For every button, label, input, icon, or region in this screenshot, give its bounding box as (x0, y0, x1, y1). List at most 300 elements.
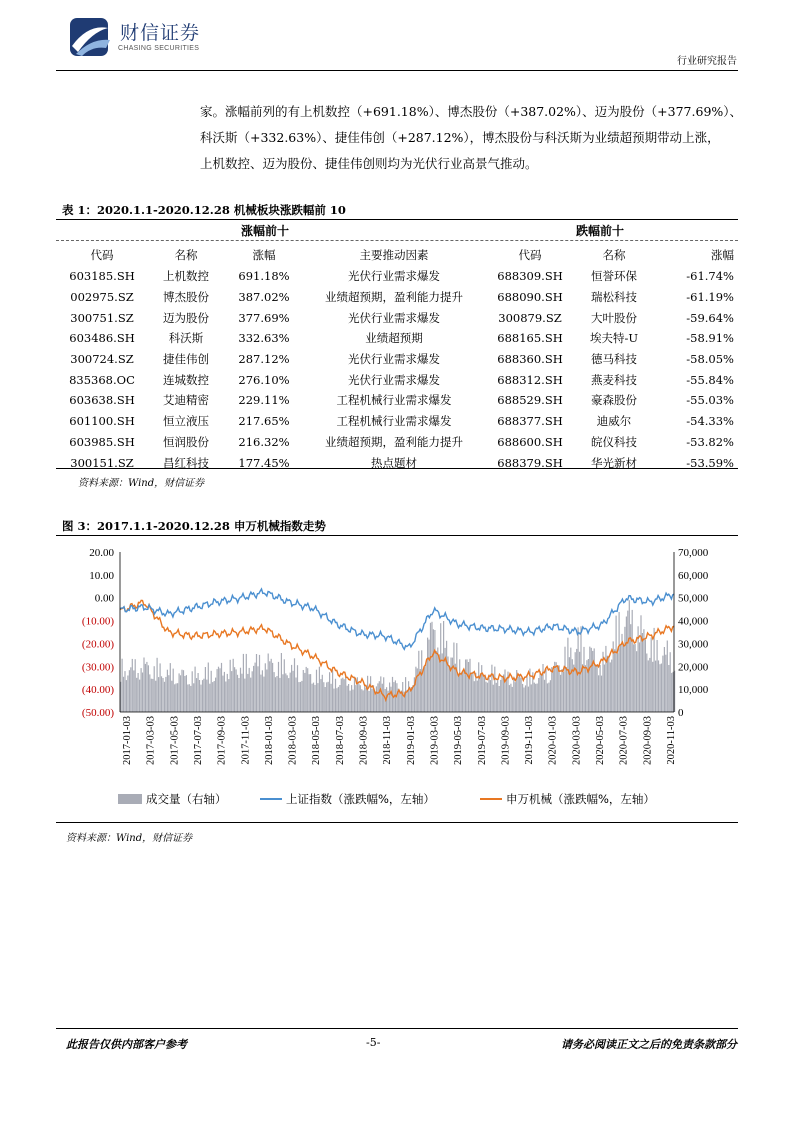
left-tick-label: (20.00) (81, 638, 114, 651)
volume-bar (320, 679, 321, 712)
cell-change: -58.05% (686, 352, 734, 367)
cell-driver: 光伏行业需求爆发 (348, 372, 440, 387)
volume-bar (542, 664, 543, 712)
volume-bar (619, 612, 620, 712)
volume-bar (578, 627, 579, 712)
volume-bar (604, 665, 605, 713)
x-tick-label: 2020-03-03 (571, 716, 583, 765)
volume-bar (512, 687, 513, 712)
volume-bar (171, 681, 172, 712)
x-tick-label: 2019-07-03 (476, 716, 488, 765)
volume-bar (342, 678, 343, 712)
cell-change: -59.64% (686, 310, 734, 325)
col-header-name: 名称 (602, 248, 626, 262)
volume-bar (379, 681, 380, 712)
volume-bar (167, 670, 168, 712)
volume-bar (165, 677, 166, 712)
group-losers-label: 跌幅前十 (576, 224, 625, 238)
volume-bar (446, 641, 447, 712)
volume-bar (287, 675, 288, 712)
volume-bar (236, 669, 237, 712)
volume-bar (626, 617, 627, 713)
volume-bar (667, 641, 668, 713)
volume-bar (523, 688, 524, 713)
cell-change: -55.84% (686, 372, 734, 387)
volume-bar (455, 664, 456, 712)
right-tick-label: 0 (678, 707, 684, 719)
volume-bar (149, 674, 150, 712)
volume-bar (143, 658, 144, 713)
shanghai-index-line (120, 589, 674, 649)
volume-bar (538, 678, 539, 712)
table-top-rule (56, 219, 738, 220)
volume-bar (639, 642, 640, 712)
right-tick-label: 30,000 (678, 638, 709, 651)
volume-bar (199, 680, 200, 712)
volume-bar (186, 675, 187, 712)
cell-change: 377.69% (238, 310, 290, 325)
cell-code: 688600.SH (497, 434, 563, 449)
x-tick-label: 2020-11-03 (666, 716, 677, 765)
volume-bar (477, 681, 478, 712)
volume-bar (464, 669, 465, 712)
volume-bar (141, 668, 142, 712)
x-tick-label: 2018-07-03 (334, 716, 346, 765)
volume-bar (364, 684, 365, 712)
volume-bar (659, 664, 660, 712)
cell-change: 276.10% (238, 372, 290, 387)
volume-bar (123, 677, 124, 712)
volume-bar (310, 674, 311, 712)
volume-bar (522, 684, 523, 712)
volume-bar (146, 662, 147, 712)
volume-bar (526, 675, 527, 712)
cell-change: -53.82% (686, 434, 734, 449)
volume-bar (421, 650, 422, 712)
volume-bar (288, 678, 289, 712)
volume-bar (366, 688, 367, 712)
volume-bar (158, 677, 159, 712)
cell-name: 恒立液压 (163, 414, 209, 429)
volume-bar (164, 682, 165, 712)
x-tick-label: 2017-05-03 (169, 716, 181, 765)
volume-bar (268, 654, 269, 713)
volume-bar (491, 665, 492, 712)
volume-bar (509, 685, 510, 712)
volume-bar (655, 661, 656, 712)
volume-bar (654, 628, 655, 712)
intro-line: 家。涨幅前列的有上机数控（+691.18%）、博杰股份（+387.02%）、迈为股份（+377.69%）、 (200, 104, 743, 119)
index-trend-chart (56, 538, 738, 820)
footer-divider (56, 1028, 738, 1029)
volume-bar (234, 667, 235, 712)
volume-bar (499, 686, 500, 712)
volume-bar (480, 675, 481, 712)
x-tick-label: 2017-07-03 (193, 716, 204, 765)
volume-bar (420, 669, 421, 712)
volume-bar (230, 660, 231, 712)
volume-bar (670, 652, 671, 712)
volume-bar (513, 677, 514, 712)
x-tick-label: 2020-09-03 (642, 716, 654, 765)
volume-bar (215, 678, 216, 712)
volume-bar (567, 638, 568, 712)
left-tick-label: (10.00) (81, 615, 114, 628)
volume-bar (168, 675, 169, 712)
volume-bar (211, 671, 212, 712)
volume-bar (202, 680, 203, 712)
volume-bar (399, 692, 400, 712)
volume-bar (474, 681, 475, 712)
volume-bar (547, 683, 548, 712)
volume-bar (601, 676, 602, 712)
right-tick-label: 50,000 (678, 592, 709, 605)
cell-change: 287.12% (238, 352, 290, 367)
volume-bar (243, 654, 244, 712)
cell-code: 688529.SH (497, 393, 563, 408)
volume-bar (548, 683, 549, 712)
group-gainers-label: 涨幅前十 (241, 224, 290, 238)
volume-bar (198, 673, 199, 712)
volume-bar (407, 690, 408, 712)
chart-bottom-rule (56, 822, 738, 823)
volume-bar (487, 683, 488, 712)
cell-name: 恒润股份 (163, 434, 209, 449)
left-tick-label: 0.00 (94, 592, 114, 605)
col-header-change: 涨幅 (252, 248, 276, 262)
volume-bar (228, 679, 229, 712)
volume-bar (360, 685, 361, 712)
volume-bar (195, 667, 196, 712)
volume-bar (126, 680, 127, 712)
volume-bar (262, 670, 263, 712)
cell-name: 连城数控 (163, 372, 209, 387)
table-source-note: 资料来源：Wind，财信证券 (78, 478, 205, 489)
volume-bar (537, 684, 538, 713)
volume-bar (557, 666, 558, 712)
volume-bar (566, 667, 567, 712)
footer-disclaimer-left: 此报告仅供内部客户参考 (66, 1038, 187, 1051)
volume-bar (409, 689, 410, 712)
volume-bar (179, 673, 180, 712)
volume-bar (323, 682, 324, 712)
volume-bar (181, 670, 182, 712)
col-header-code: 代码 (518, 248, 542, 262)
company-logo-icon (66, 16, 112, 58)
volume-bar (493, 685, 494, 712)
volume-bar (600, 665, 601, 712)
volume-bar (540, 671, 541, 712)
cell-name: 皖仪科技 (591, 434, 637, 449)
volume-bar (484, 676, 485, 712)
volume-bar (148, 665, 149, 712)
volume-bar (629, 600, 630, 712)
volume-bar (469, 659, 470, 712)
volume-bar (638, 626, 639, 712)
volume-bar (427, 638, 428, 712)
cell-driver: 工程机械行业需求爆发 (336, 414, 452, 429)
volume-bar (336, 688, 337, 712)
volume-bar (129, 670, 130, 712)
chart-source-note: 资料来源：Wind，财信证券 (66, 833, 193, 844)
volume-bar (611, 660, 612, 712)
volume-bar (635, 644, 636, 712)
volume-bar (276, 676, 277, 712)
volume-bar (598, 675, 599, 712)
chart-title: 图 3：2017.1.1-2020.12.28 申万机械指数走势 (62, 519, 326, 533)
volume-bar (570, 648, 571, 712)
volume-bar (496, 683, 497, 712)
volume-bar (275, 677, 276, 712)
volume-bar (485, 682, 486, 712)
right-tick-label: 70,000 (678, 547, 709, 559)
volume-bar (335, 679, 336, 712)
cell-code: 601100.SH (69, 414, 135, 429)
volume-bar (462, 671, 463, 712)
volume-bar (132, 659, 133, 712)
volume-bar (354, 677, 355, 712)
brand-name-en: CHASING SECURITIES (118, 45, 200, 52)
table-row (56, 432, 738, 453)
volume-bar (643, 629, 644, 712)
volume-bar (255, 663, 256, 712)
cell-name: 捷佳伟创 (163, 352, 209, 367)
volume-bar (161, 676, 162, 712)
volume-bar (623, 646, 624, 712)
volume-bar (259, 655, 260, 712)
volume-bar (556, 662, 557, 712)
cell-code: 835368.OC (69, 372, 135, 387)
volume-bar (475, 673, 476, 712)
cell-code: 300151.SZ (70, 455, 134, 470)
volume-bar (281, 653, 282, 712)
volume-bar (347, 686, 348, 712)
volume-bar (298, 682, 299, 712)
volume-bar (585, 665, 586, 712)
volume-bar (279, 678, 280, 712)
table-header-row (56, 244, 738, 266)
cell-name: 迪威尔 (596, 414, 632, 429)
volume-bar (440, 623, 441, 712)
volume-bar (642, 633, 643, 712)
volume-bar (597, 665, 598, 712)
volume-bar (610, 662, 611, 712)
intro-line: 上机数控、迈为股份、捷佳伟创则均为光伏行业高景气推动。 (200, 156, 538, 171)
volume-bar (189, 684, 190, 712)
cell-change: -55.03% (686, 393, 734, 408)
table-row (56, 287, 738, 308)
volume-bar (572, 659, 573, 712)
volume-bar (341, 679, 342, 712)
volume-bar (541, 675, 542, 712)
volume-bar (233, 659, 234, 712)
volume-bar (227, 674, 228, 712)
volume-bar (339, 685, 340, 712)
page-number: -5- (366, 1036, 381, 1049)
cell-name: 博杰股份 (163, 290, 209, 305)
volume-bar (449, 666, 450, 712)
volume-bar (157, 658, 158, 712)
volume-bar (652, 662, 653, 712)
volume-bar (458, 674, 459, 712)
volume-bar (402, 682, 403, 712)
volume-bar (350, 691, 351, 712)
volume-bar (209, 684, 210, 712)
volume-bar (620, 645, 621, 712)
volume-bar (607, 656, 608, 712)
volume-bar (173, 669, 174, 712)
volume-bar (664, 647, 665, 712)
cell-name: 上机数控 (163, 269, 209, 284)
table-row (56, 411, 738, 432)
volume-bar (535, 684, 536, 712)
x-tick-label: 2019-03-03 (429, 716, 441, 765)
x-tick-label: 2019-11-03 (524, 716, 536, 765)
volume-bar (436, 651, 437, 712)
cell-change: 229.11% (238, 393, 290, 408)
cell-change: 217.65% (238, 414, 290, 429)
volume-bar (528, 687, 529, 712)
volume-bar (272, 663, 273, 712)
volume-bar (295, 678, 296, 713)
volume-bar (563, 672, 564, 712)
x-tick-label: 2019-09-03 (500, 716, 512, 765)
volume-bar (367, 676, 368, 712)
volume-bar (312, 684, 313, 712)
volume-bar (500, 680, 501, 712)
volume-bar (453, 643, 454, 713)
cell-code: 603185.SH (69, 269, 135, 284)
left-tick-label: 10.00 (89, 569, 114, 582)
volume-bar (325, 687, 326, 712)
volume-bar (424, 667, 425, 712)
volume-bar (569, 657, 570, 712)
volume-bar (515, 682, 516, 712)
cell-name: 科沃斯 (168, 331, 204, 346)
volume-bar (668, 665, 669, 712)
volume-bar (649, 658, 650, 712)
volume-bar (430, 623, 431, 712)
cell-driver: 业绩超预期，盈利能力提升 (325, 290, 463, 305)
col-header-name: 名称 (174, 248, 198, 262)
volume-bar (326, 682, 327, 712)
volume-bar (661, 664, 662, 713)
table-title: 表 1：2020.1.1-2020.12.28 机械板块涨跌幅前 10 (62, 203, 346, 217)
table-row (56, 307, 738, 328)
x-tick-label: 2019-01-03 (405, 716, 417, 765)
volume-bar (382, 684, 383, 712)
cell-change: 216.32% (238, 434, 290, 449)
volume-bar (203, 679, 204, 712)
volume-bar (481, 665, 482, 712)
volume-bar (665, 655, 666, 712)
volume-bar (316, 670, 317, 712)
volume-bar (208, 663, 209, 713)
cell-code: 688377.SH (497, 414, 563, 429)
right-tick-label: 40,000 (678, 615, 709, 628)
volume-bar (594, 648, 595, 712)
volume-bar (662, 656, 663, 712)
legend-volume-label: 成交量（右轴） (146, 792, 227, 806)
volume-bar (560, 675, 561, 712)
cell-code: 603638.SH (69, 393, 135, 408)
volume-bar (253, 666, 254, 712)
volume-bar (490, 680, 491, 712)
cell-driver: 工程机械行业需求爆发 (336, 393, 452, 408)
volume-bar (561, 669, 562, 712)
volume-bar (627, 611, 628, 712)
volume-bar (154, 666, 155, 712)
intro-line: 科沃斯（+332.63%）、捷佳伟创（+287.12%），博杰股份与科沃斯为业绩超预期带动上涨， (200, 130, 720, 145)
volume-bar (591, 648, 592, 712)
cell-name: 豪森股份 (591, 393, 637, 408)
x-tick-label: 2017-01-03 (122, 716, 133, 765)
volume-bar (313, 683, 314, 712)
left-tick-label: (40.00) (81, 684, 114, 697)
volume-bar (389, 683, 390, 713)
volume-bar (338, 687, 339, 712)
volume-bar (224, 672, 225, 712)
table-row (56, 369, 738, 390)
cell-change: 332.63% (238, 331, 290, 346)
legend-machinery-label: 申万机械（涨跌幅%，左轴） (506, 792, 655, 806)
volume-bar (151, 679, 152, 712)
volume-bar (617, 653, 618, 712)
volume-bar (645, 640, 646, 712)
volume-bar (269, 661, 270, 712)
volume-bar (122, 659, 123, 712)
volume-bar (300, 682, 301, 712)
cell-change: -54.33% (686, 414, 734, 429)
volume-bar (219, 668, 220, 712)
cell-name: 迈为股份 (163, 310, 209, 325)
volume-bar (418, 651, 419, 712)
volume-bar (278, 662, 279, 712)
x-tick-label: 2018-05-03 (311, 716, 323, 765)
volume-bar (355, 685, 356, 712)
performance-table (56, 244, 738, 473)
right-tick-label: 10,000 (678, 684, 709, 697)
x-tick-label: 2018-03-03 (287, 716, 299, 765)
volume-bar (497, 679, 498, 712)
volume-bar (579, 652, 580, 712)
volume-bar (466, 659, 467, 712)
volume-bar (345, 676, 346, 712)
volume-bar (221, 663, 222, 712)
cell-name: 恒誉环保 (591, 269, 637, 284)
cell-code: 688165.SH (497, 331, 563, 346)
volume-bar (408, 681, 409, 712)
volume-bar (518, 677, 519, 713)
volume-bar (423, 669, 424, 712)
volume-bar (370, 676, 371, 712)
volume-bar (263, 677, 264, 712)
volume-bar (238, 678, 239, 712)
volume-bar (136, 678, 137, 712)
footer-disclaimer-right: 请务必阅读正文之后的免责条款部分 (561, 1038, 737, 1051)
volume-bar (170, 663, 171, 712)
volume-bar (651, 638, 652, 713)
volume-bar (260, 675, 261, 712)
volume-bar (506, 678, 507, 712)
volume-bar (297, 665, 298, 712)
volume-bar (352, 690, 353, 712)
volume-bar (564, 647, 565, 712)
volume-bar (231, 671, 232, 712)
x-tick-label: 2018-09-03 (358, 716, 370, 765)
volume-bar (177, 683, 178, 712)
volume-bar (180, 675, 181, 712)
